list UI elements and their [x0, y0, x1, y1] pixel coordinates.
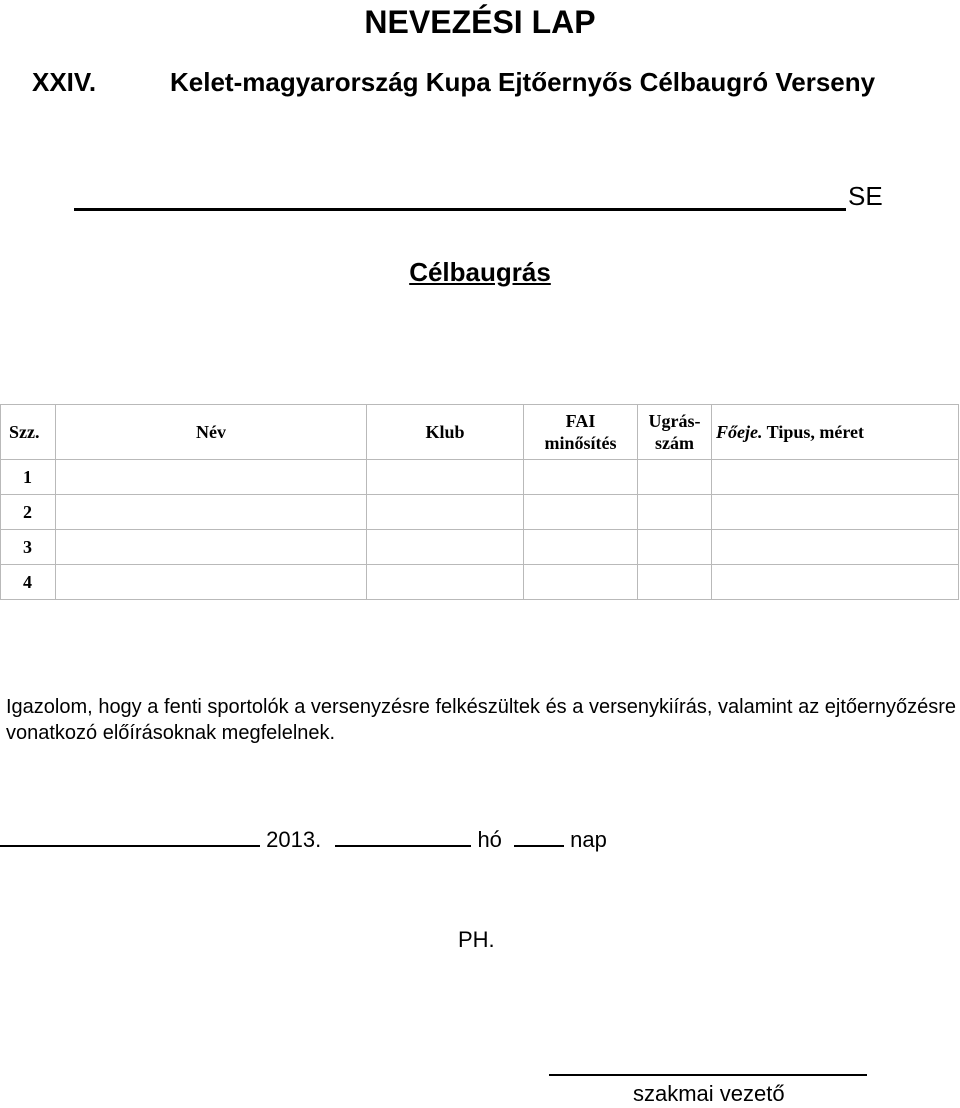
header-fai-line1: FAI [565, 411, 596, 431]
header-name: Név [56, 405, 367, 460]
cell-name[interactable] [56, 565, 367, 600]
date-month-label: hó [477, 827, 502, 852]
header-jump-line1: Ugrás- [648, 411, 701, 431]
cell-main-canopy[interactable] [712, 530, 959, 565]
table-row [1, 495, 959, 530]
date-line [0, 826, 607, 854]
club-suffix: SE [848, 181, 883, 211]
row-number: 4 [1, 565, 56, 600]
header-canopy-type-size: Tipus, méret [762, 422, 865, 442]
table-row [1, 530, 959, 565]
cell-fai-rating[interactable] [524, 460, 638, 495]
cell-main-canopy[interactable] [712, 460, 959, 495]
header-szz: Szz. [1, 405, 56, 460]
cell-club[interactable] [367, 495, 524, 530]
cell-fai-rating[interactable] [524, 495, 638, 530]
cell-club[interactable] [367, 460, 524, 495]
cell-club[interactable] [367, 565, 524, 600]
row-number: 1 [1, 460, 56, 495]
stamp-placeholder: PH. [458, 927, 495, 952]
date-day-label: nap [570, 827, 607, 852]
cell-jump-count[interactable] [638, 530, 712, 565]
competition-name: Kelet-magyarország Kupa Ejtőernyős Célbaugró Verseny [170, 67, 876, 97]
row-number: 2 [1, 495, 56, 530]
month-blank[interactable] [335, 845, 471, 847]
signature-line[interactable] [549, 1074, 867, 1076]
cell-name[interactable] [56, 530, 367, 565]
cell-main-canopy[interactable] [712, 495, 959, 530]
cell-main-canopy[interactable] [712, 565, 959, 600]
cell-jump-count[interactable] [638, 495, 712, 530]
header-canopy-abbrev: Főeje. [716, 422, 763, 442]
table-row [1, 565, 959, 600]
cell-fai-rating[interactable] [524, 565, 638, 600]
header-club: Klub [367, 405, 524, 460]
row-number: 3 [1, 530, 56, 565]
cell-name[interactable] [56, 460, 367, 495]
cell-club[interactable] [367, 530, 524, 565]
category-title: Célbaugrás [409, 257, 551, 287]
place-blank[interactable] [0, 845, 260, 847]
header-fai-line2: minősítés [544, 433, 617, 453]
certification-text: Igazolom, hogy a fenti sportolók a versenyzésre felkészültek és a versenykiírás, valamint az ejtőernyőzésre vonatkozó előírásoknak megfelelnek. [6, 696, 956, 744]
registration-table [0, 404, 959, 600]
header-fai-rating [524, 405, 638, 460]
day-blank[interactable] [514, 845, 564, 847]
header-jump-line2: szám [655, 433, 694, 453]
table-row [1, 460, 959, 495]
cell-jump-count[interactable] [638, 460, 712, 495]
club-name-blank[interactable] [74, 208, 846, 211]
edition-number: XXIV. [32, 67, 97, 97]
cell-jump-count[interactable] [638, 565, 712, 600]
cell-fai-rating[interactable] [524, 530, 638, 565]
date-year: 2013. [266, 827, 322, 852]
table-header-row [1, 405, 959, 460]
cell-name[interactable] [56, 495, 367, 530]
signature-label: szakmai vezető [633, 1081, 785, 1106]
header-jump-count [638, 405, 712, 460]
form-title: NEVEZÉSI LAP [364, 4, 596, 40]
header-main-canopy [712, 405, 959, 460]
